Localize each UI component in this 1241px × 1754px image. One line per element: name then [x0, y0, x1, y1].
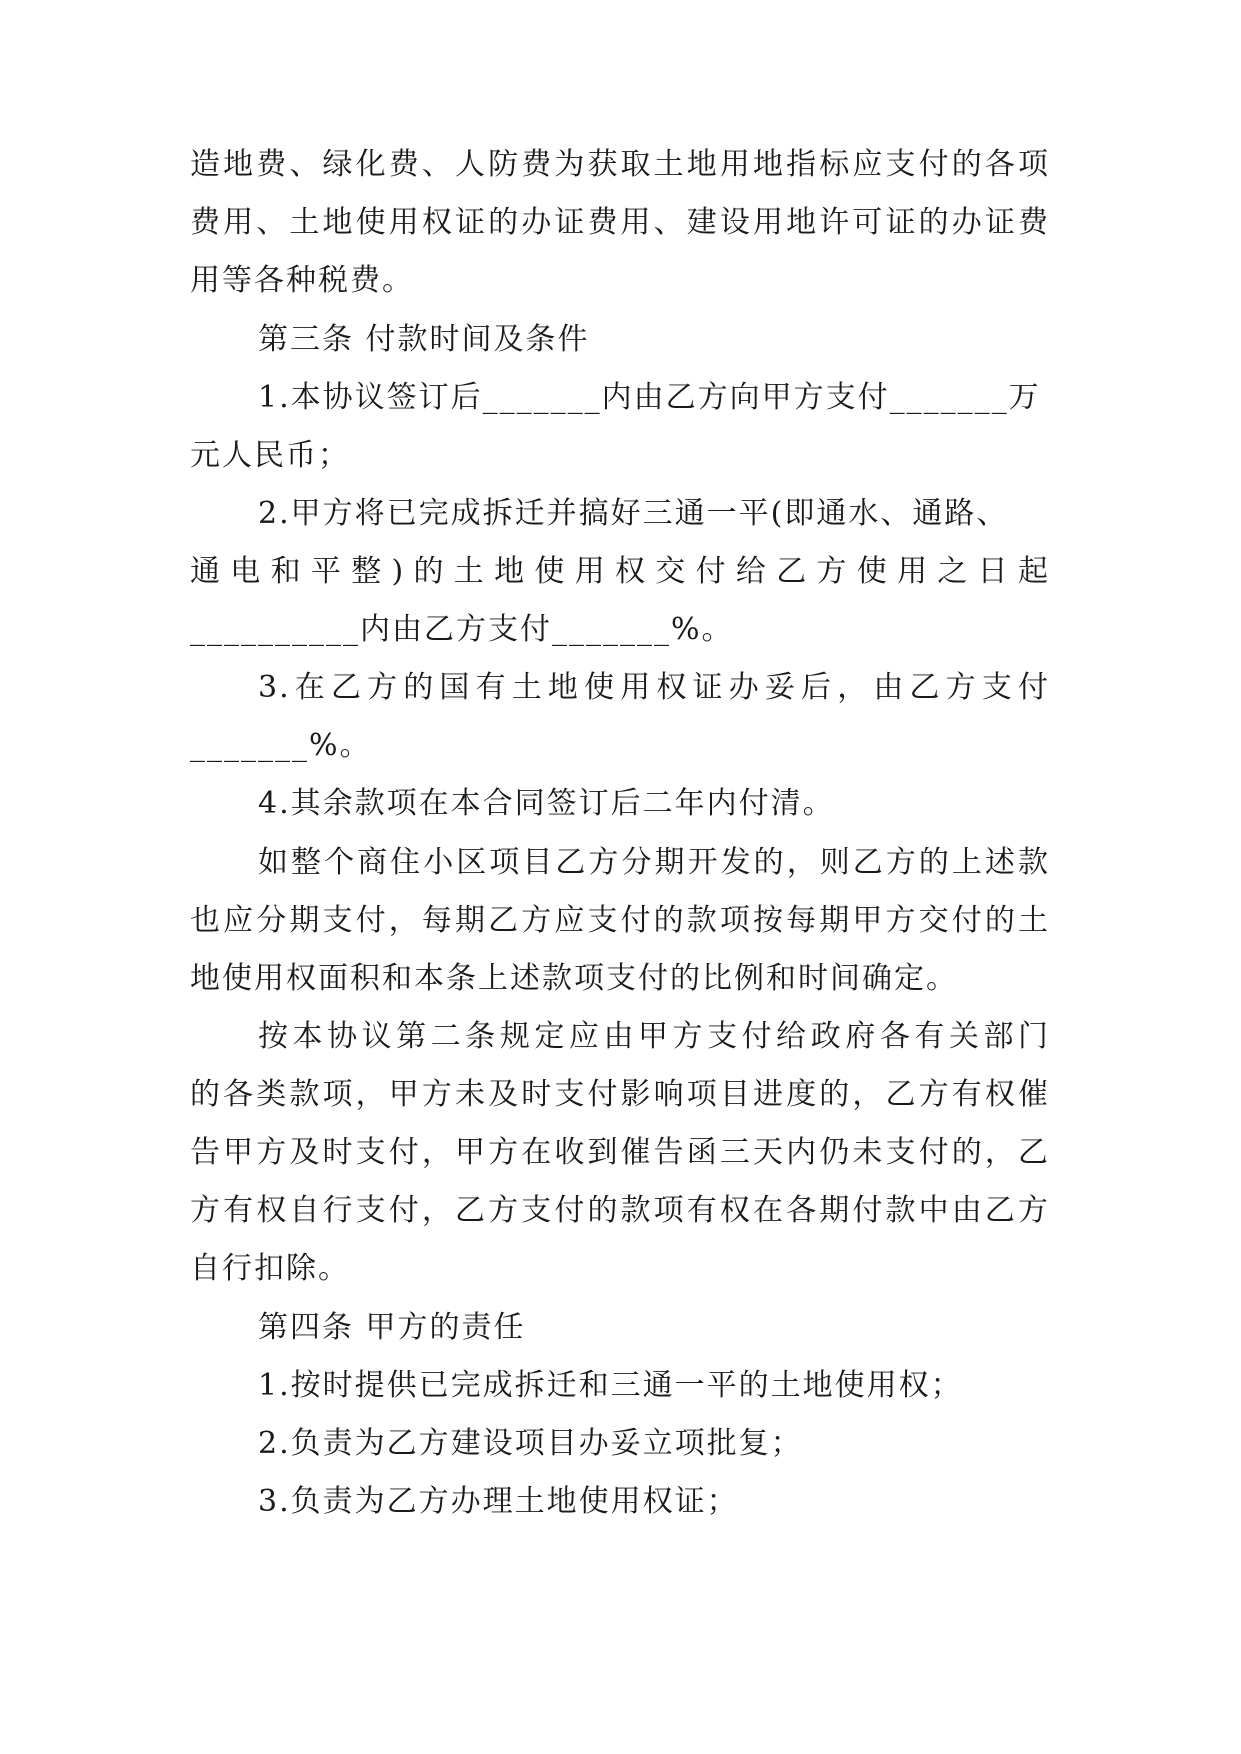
paragraph-line: 3.在乙方的国有土地使用权证办妥后，由乙方支付 [258, 670, 1050, 705]
paragraph-line: 按本协议第二条规定应由甲方支付给政府各有关部门 [258, 1019, 1050, 1054]
list-item: 3.负责为乙方办理土地使用权证； [258, 1484, 739, 1519]
paragraph-line: 元人民币； [190, 438, 350, 473]
paragraph-line: 的各类款项，甲方未及时支付影响项目进度的，乙方有权催 [190, 1077, 1050, 1112]
paragraph-line: 自行扣除。 [190, 1251, 350, 1286]
paragraph-line: 1.本协议签订后_______内由乙方向甲方支付_______万 [258, 380, 1041, 415]
list-item: 1.按时提供已完成拆迁和三通一平的土地使用权； [258, 1368, 963, 1403]
paragraph-line: 造地费、绿化费、人防费为获取土地用地指标应支付的各项 [190, 147, 1050, 182]
paragraph-line: 也应分期支付，每期乙方应支付的款项按每期甲方交付的土 [190, 903, 1050, 938]
list-item: 2.负责为乙方建设项目办妥立项批复； [258, 1426, 803, 1461]
section-heading-article-4: 第四条 甲方的责任 [258, 1310, 526, 1345]
paragraph-line: 4.其余款项在本合同签订后二年内付清。 [258, 786, 835, 821]
paragraph-line: 告甲方及时支付，甲方在收到催告函三天内仍未支付的，乙 [190, 1135, 1050, 1170]
paragraph-line: 费用、土地使用权证的办证费用、建设用地许可证的办证费 [190, 205, 1050, 240]
paragraph-line: 用等各种税费。 [190, 263, 414, 298]
paragraph-line: 如整个商住小区项目乙方分期开发的，则乙方的上述款 [258, 845, 1050, 880]
paragraph-line: _______%。 [190, 728, 372, 763]
paragraph-line: __________内由乙方支付_______%。 [190, 612, 734, 647]
section-heading-article-3: 第三条 付款时间及条件 [258, 322, 590, 357]
paragraph-line: 2.甲方将已完成拆迁并搞好三通一平(即通水、通路、 [258, 496, 1009, 531]
paragraph-line: 地使用权面积和本条上述款项支付的比例和时间确定。 [190, 961, 958, 996]
paragraph-line: 方有权自行支付，乙方支付的款项有权在各期付款中由乙方 [190, 1193, 1050, 1228]
paragraph-line: 通电和平整)的土地使用权交付给乙方使用之日起 [190, 554, 1050, 589]
